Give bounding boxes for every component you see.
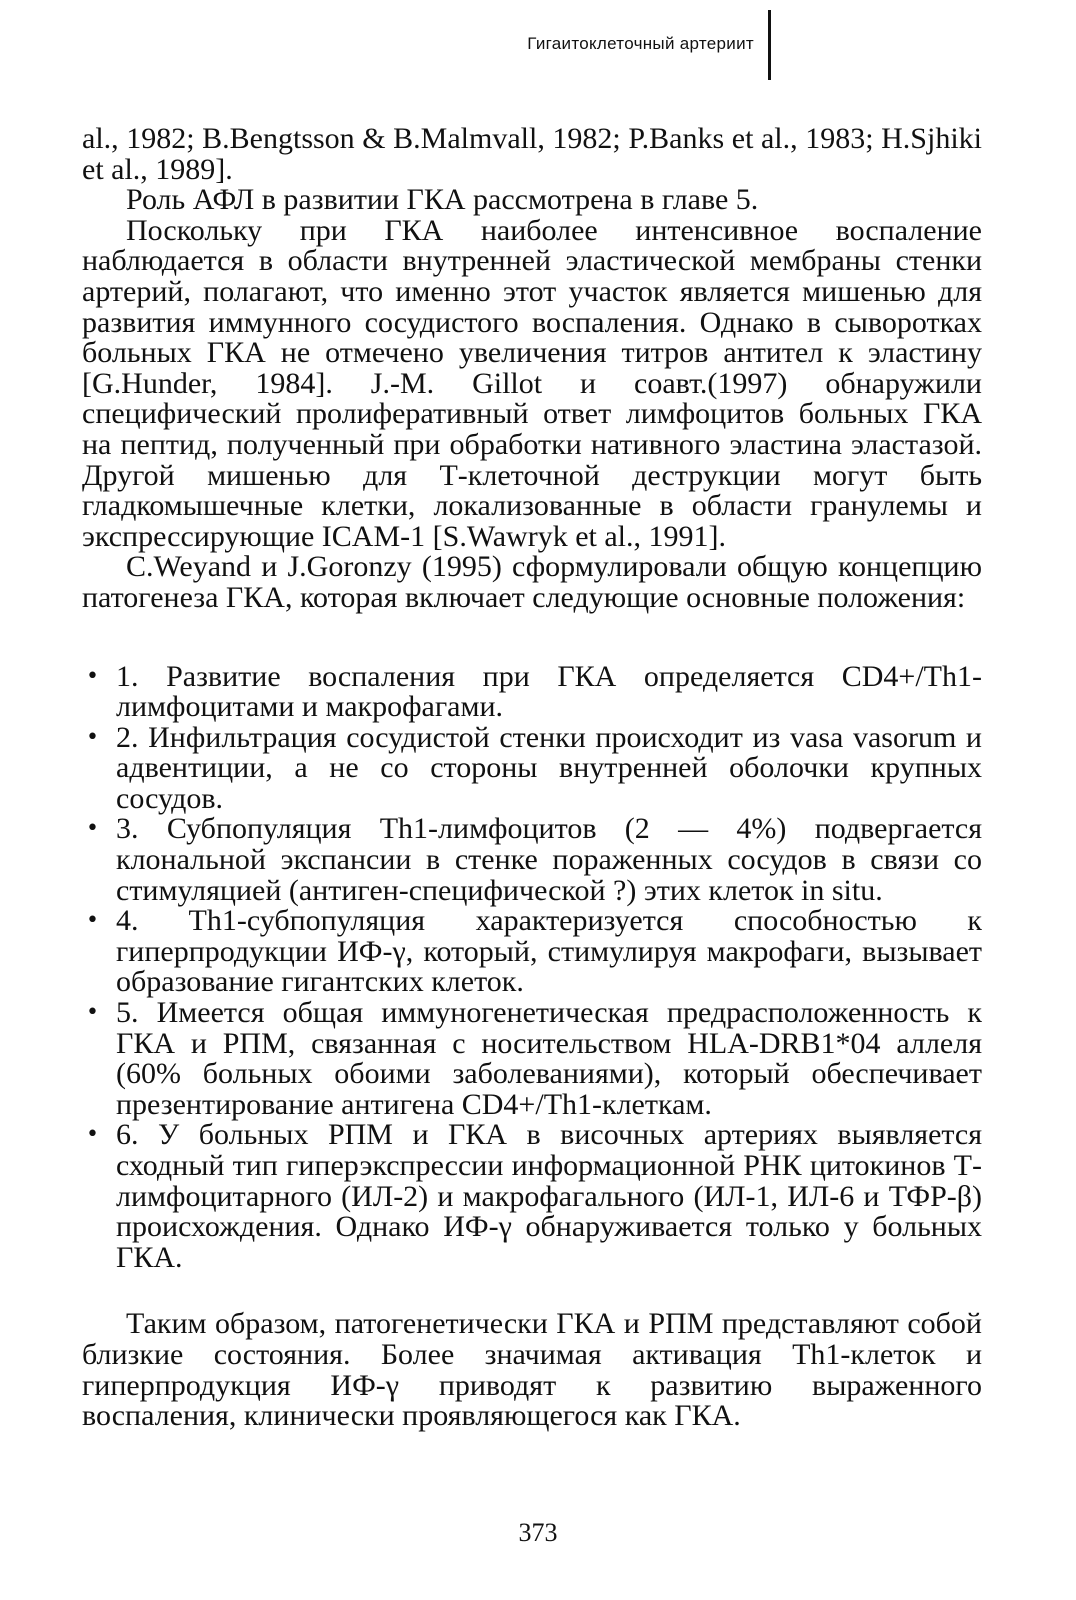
paragraph-references: al., 1982; B.Bengtsson & B.Malmvall, 1982; P.Banks et al., 1983; H.Sjhiki et al., 1989]. [82, 122, 982, 186]
paragraph-target: Поскольку при ГКА наиболее интенсивное воспаление наблюдается в области внутренней эластической мембраны стенки артерий, полагают, что именно этот участок является мишенью для развития иммунного сосудистого воспаления. Однако в сыворотках больных ГКА не отмечено увеличения титров антител к эластину [G.Hunder, 1984]. J.-M. Gillot и соавт.(1997) обнаружили специфический пролиферативный ответ лимфоцитов больных ГКА на пептид, полученный при обработки нативного эластина эластазой. Другой мишенью для Т-клеточной деструкции могут быть гладкомышечные клетки, локализованные в области гранулемы и экспрессирующие ICAM-1 [S.Wawryk et al., 1991]. [82, 213, 982, 553]
page-number: 373 [518, 1518, 558, 1547]
paragraph-afl: Роль АФЛ в развитии ГКА рассмотрена в главе 5. [126, 183, 759, 217]
paragraph-conclusion: Таким образом, патогенетически ГКА и РПМ представляют собой близкие состояния. Более значимая активация Th1-клеток и гиперпродукция ИФ-γ приводят к развитию выраженного воспаления, клинически проявляющегося как ГКА. [82, 1307, 982, 1433]
list-item: • 3. Субпопуляция Th1-лимфоцитов (2 — 4%) подвергается клональной экспансии в стенке пораженных сосудов в связи со стимуляцией (антиген-специфической ?) этих клеток in situ. [82, 814, 982, 906]
list-item: • 4. Th1-субпопуляция характеризуется способностью к гиперпродукции ИФ-γ, который, стимулируя макрофаги, вызывает образование гигантских клеток. [82, 906, 982, 998]
paragraph-concept: C.Weyand и J.Goronzy (1995) сформулировали общую концепцию патогенеза ГКА, которая включает следующие основные положения: [82, 550, 982, 614]
list-item: • 5. Имеется общая иммуногенетическая предрасположенность к ГКА и РПМ, связанная с носительством HLA-DRB1*04 аллеля (60% больных обоими заболеваниями), который обеспечивает презентирование антигена CD4+/Th1-клеткам. [82, 998, 982, 1120]
header-rule [768, 10, 771, 80]
running-title: Гигаитоклеточный артериит [527, 34, 754, 53]
list-item: • 1. Развитие воспаления при ГКА определяется CD4+/Th1-лимфоцитами и макрофагами. [82, 662, 982, 723]
pathogenesis-list [82, 659, 982, 1274]
list-item: • 2. Инфильтрация сосудистой стенки происходит из vasa vasorum и адвентиции, а не со стороны внутренней оболочки крупных сосудов. [82, 723, 982, 815]
page-body [82, 124, 982, 1432]
list-item: • 6. У больных РПМ и ГКА в височных артериях выявляется сходный тип гиперэкспрессии информационной РНК цитокинов Т-лимфоцитарного (ИЛ-2) и макрофагального (ИЛ-1, ИЛ-6 и ТФР-β) происхождения. Однако ИФ-γ обнаруживается только у больных ГКА. [82, 1120, 982, 1273]
